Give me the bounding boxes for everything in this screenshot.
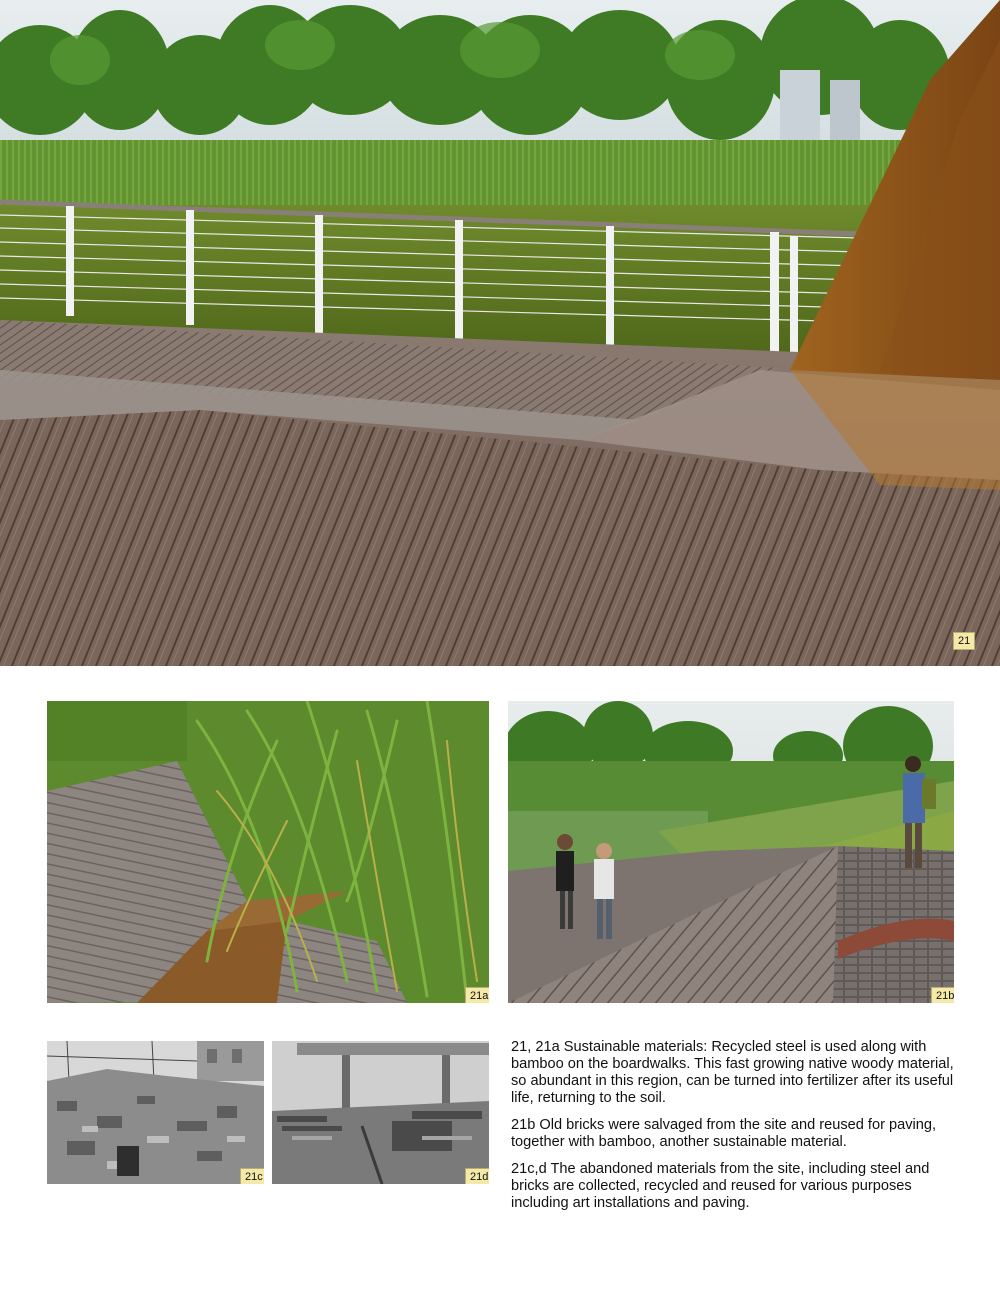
caption-block <box>511 1039 961 1222</box>
gantry-image <box>272 1041 489 1184</box>
caption-21-21a: 21, 21a Sustainable materials: Recycled steel is used along with bamboo on the boardwalks. This fast growing native woody material, so abundant in this region, can be turned into fertilizer after its useful life, returning to the soil. <box>511 1039 954 1106</box>
figure-label-21a: 21a <box>465 987 489 1003</box>
steps-image <box>508 701 954 1003</box>
photo-21d-gantry <box>272 1041 489 1184</box>
grasses-image <box>47 701 489 1003</box>
figure-label-21b: 21b <box>931 987 954 1003</box>
caption-21b: 21b Old bricks were salvaged from the site and reused for paving, together with bamboo, another sustainable material. <box>511 1117 937 1150</box>
figure-label-21: 21 <box>953 632 975 650</box>
photo-21a-grasses <box>47 701 489 1003</box>
rubble-image <box>47 1041 264 1184</box>
figure-label-21c: 21c <box>240 1168 264 1184</box>
caption-21c-d: 21c,d The abandoned materials from the site, including steel and bricks are collected, recycled and reused for various purposes including art installations and paving. <box>511 1161 930 1211</box>
photo-21b-steps <box>508 701 954 1003</box>
figure-label-21d: 21d <box>465 1168 489 1184</box>
photo-21c-rubble <box>47 1041 264 1184</box>
